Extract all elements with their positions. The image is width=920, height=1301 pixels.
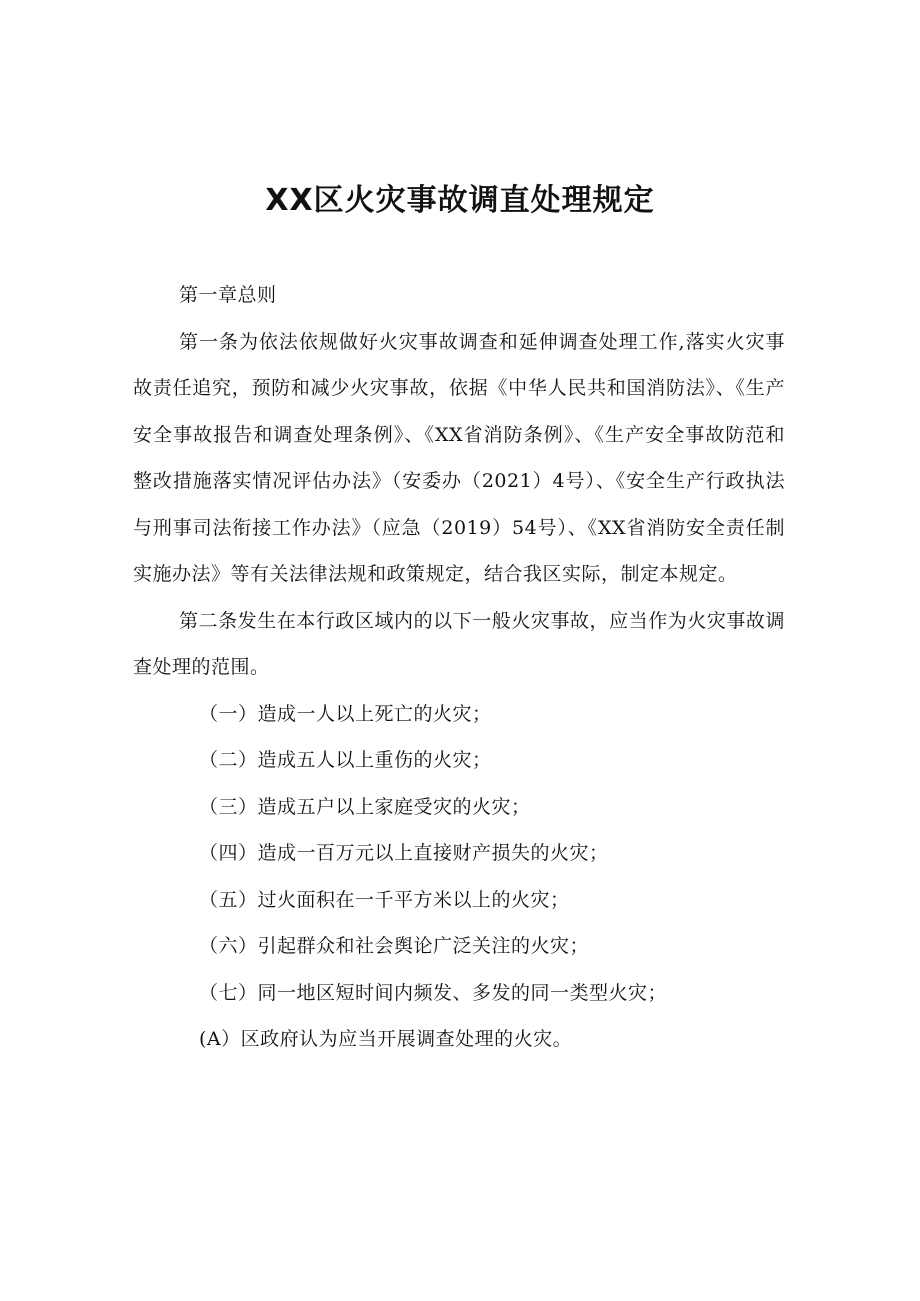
list-item: (A）区政府认为应当开展调查处理的火灾。	[199, 1028, 573, 1050]
article-1-paragraph: 第一条为依法依规做好火灾事故调查和延伸调查处理工作,落实火灾事故责任追究，预防和减少火灾事故，依据《中华人民共和国消防法》、《生产安全事故报告和调查处理条例》、《XX省消防条例》、《生产安全事故防范和整改措施落实情况评估办法》（安委办（2021）4号）、《安全生产行政执法与刑事司法衔接工作办法》（应急（2019）54号）、《XX省消防安全责任制实施办法》等有关法律法规和政策规定，结合我区实际，制定本规定。	[133, 330, 785, 585]
list-item: （六）引起群众和社会舆论广泛关注的火灾；	[199, 935, 590, 957]
chapter-heading: 第一章总则	[179, 284, 277, 306]
document-body	[133, 272, 785, 1063]
article-2-paragraph: 第二条发生在本行政区域内的以下一般火灾事故，应当作为火灾事故调查处理的范围。	[133, 609, 785, 678]
list-item: （三）造成五户以上家庭受灾的火灾；	[199, 795, 531, 818]
document-title: XX区火灾事故调直处理规定	[265, 183, 655, 218]
list-item: （五）过火面积在一千平方米以上的火灾；	[199, 888, 570, 911]
list-item: （二）造成五人以上重伤的火灾；	[199, 749, 492, 771]
list-item: （四）造成一百万元以上直接财产损失的火灾；	[199, 842, 609, 864]
list-item: （一）造成一人以上死亡的火灾；	[199, 702, 492, 725]
list-item: （七）同一地区短时间内频发、多发的同一类型火灾；	[199, 981, 668, 1004]
